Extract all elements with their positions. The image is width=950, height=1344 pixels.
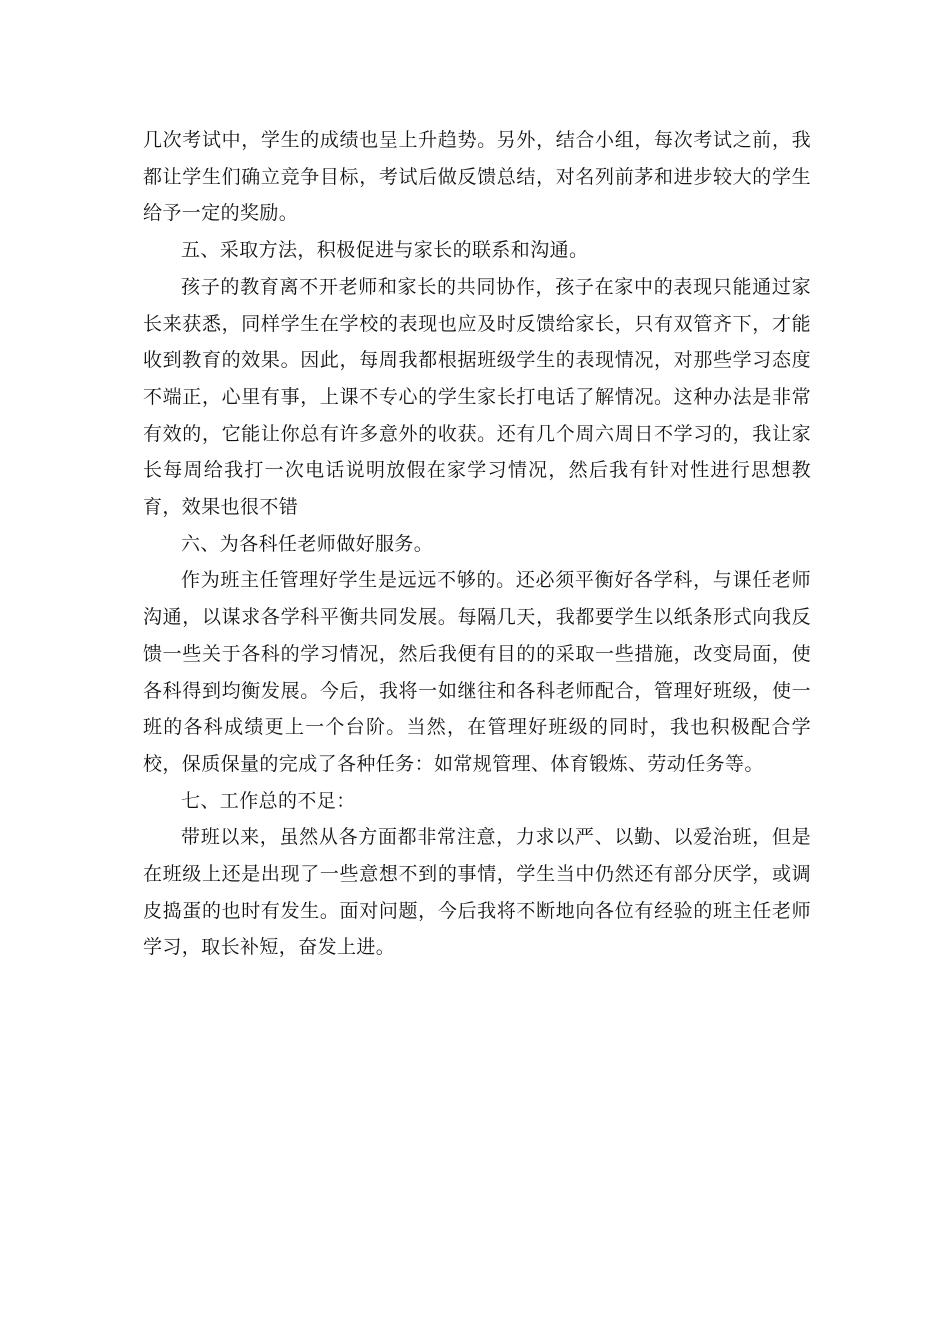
paragraph-exam-results: 几次考试中，学生的成绩也呈上升趋势。另外，结合小组，每次考试之前，我都让学生们确立竞争目标，考试后做反馈总结，对名列前茅和进步较大的学生给予一定的奖励。: [143, 129, 811, 225]
paragraph-shortcomings: 带班以来，虽然从各方面都非常注意，力求以严、以勤、以爱治班，但是在班级上还是出现了一些意想不到的事情，学生当中仍然还有部分厌学，或调皮捣蛋的也时有发生。面对问题，今后我将不断地向各位有经验的班主任老师学习，取长补短，奋发上进。: [143, 826, 811, 959]
section-heading-parent-communication: 五、采取方法，积极促进与家长的联系和沟通。: [181, 239, 589, 262]
section-heading-teacher-service: 六、为各科任老师做好服务。: [181, 532, 434, 555]
paragraph-teacher-service: 作为班主任管理好学生是远远不够的。还必须平衡好各学科，与课任老师沟通，以谋求各学科平衡共同发展。每隔几天，我都要学生以纸条形式向我反馈一些关于各科的学习情况，然后我便有目的的采取一些措施，改变局面，使各科得到均衡发展。今后，我将一如继往和各科老师配合，管理好班级，使一班的各科成绩更上一个台阶。当然，在管理好班级的同时，我也积极配合学校，保质保量的完成了各种任务：如常规管理、体育锻炼、劳动任务等。: [143, 569, 811, 775]
paragraph-parent-communication: 孩子的教育离不开老师和家长的共同协作，孩子在家中的表现只能通过家长来获悉，同样学生在学校的表现也应及时反馈给家长，只有双管齐下，才能收到教育的效果。因此，每周我都根据班级学生的表现情况，对那些学习态度不端正，心里有事，上课不专心的学生家长打电话了解情况。这种办法是非常有效的，它能让你总有许多意外的收获。还有几个周六周日不学习的，我让家长每周给我打一次电话说明放假在家学习情况，然后我有针对性进行思想教育，效果也很不错: [143, 275, 811, 519]
document-body: [143, 122, 811, 966]
section-heading-shortcomings: 七、工作总的不足：: [181, 789, 356, 812]
